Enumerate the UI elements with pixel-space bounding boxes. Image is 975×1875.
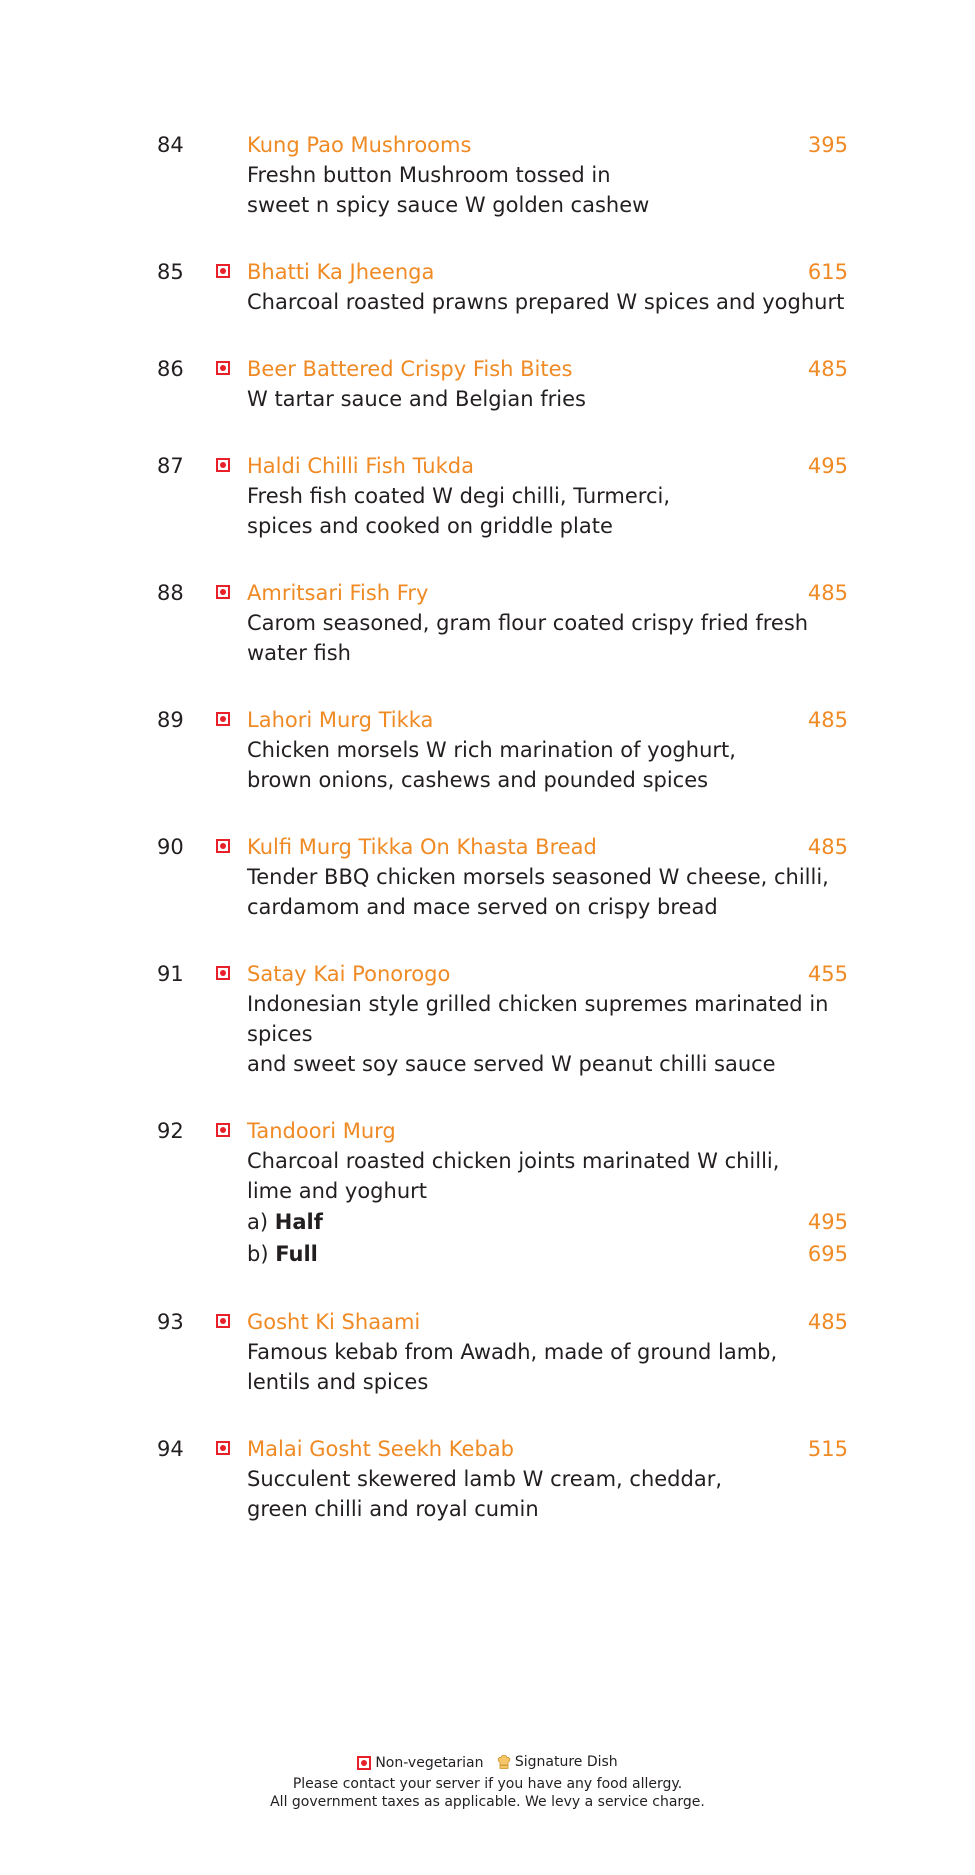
- nonveg-icon: [216, 839, 230, 853]
- menu-item: [0, 959, 975, 1079]
- variant-price: 495: [807, 1210, 848, 1234]
- description-line: W tartar sauce and Belgian fries: [247, 387, 586, 411]
- item-number: 91: [157, 962, 184, 986]
- item-name: Lahori Murg Tikka: [247, 708, 434, 732]
- item-price: 485: [807, 1310, 848, 1334]
- variant-prefix: b): [247, 1242, 269, 1266]
- item-number: 93: [157, 1310, 184, 1334]
- legend-signature-label: Signature Dish: [514, 1754, 618, 1770]
- description-line: Tender BBQ chicken morsels seasoned W cheese, chilli,: [247, 865, 829, 889]
- item-price: 485: [807, 708, 848, 732]
- menu-item: [0, 1116, 975, 1270]
- description-line: Charcoal roasted prawns prepared W spices and yoghurt: [247, 290, 845, 314]
- item-description: [247, 160, 848, 220]
- description-line: Famous kebab from Awadh, made of ground lamb,: [247, 1340, 778, 1364]
- menu-item: [0, 257, 975, 317]
- item-price: 485: [807, 357, 848, 381]
- item-number: 87: [157, 454, 184, 478]
- item-name: Amritsari Fish Fry: [247, 581, 429, 605]
- menu-item: [0, 130, 975, 220]
- description-line: Succulent skewered lamb W cream, cheddar,: [247, 1467, 723, 1491]
- legend: [0, 1753, 975, 1775]
- nonveg-icon: [216, 458, 230, 472]
- menu-item: [0, 1307, 975, 1397]
- nonveg-icon: [216, 712, 230, 726]
- item-number: 92: [157, 1119, 184, 1143]
- item-name: Tandoori Murg: [247, 1119, 396, 1143]
- description-line: brown onions, cashews and pounded spices: [247, 768, 709, 792]
- item-description: [247, 608, 848, 668]
- nonveg-icon: [216, 585, 230, 599]
- menu-item: [0, 832, 975, 922]
- item-name: Bhatti Ka Jheenga: [247, 260, 435, 284]
- allergy-note: Please contact your server if you have any food allergy.: [292, 1776, 683, 1792]
- item-price: 615: [807, 260, 848, 284]
- nonveg-icon: [216, 1314, 230, 1328]
- description-line: Indonesian style grilled chicken supremes marinated in spices: [247, 992, 829, 1046]
- legend-nonveg-label: Non-vegetarian: [375, 1755, 484, 1771]
- variant-prefix: a): [247, 1210, 269, 1234]
- item-number: 86: [157, 357, 184, 381]
- item-price: 485: [807, 835, 848, 859]
- description-line: Charcoal roasted chicken joints marinated W chilli,: [247, 1149, 780, 1173]
- item-name: Gosht Ki Shaami: [247, 1310, 421, 1334]
- menu-footer: [0, 1753, 975, 1811]
- chef-hat-icon: [497, 1754, 511, 1770]
- item-price: 485: [807, 581, 848, 605]
- variant-label: Full: [275, 1242, 318, 1266]
- item-number: 89: [157, 708, 184, 732]
- nonveg-icon: [216, 264, 230, 278]
- legend-nonveg: [357, 1754, 483, 1772]
- description-line: sweet n spicy sauce W golden cashew: [247, 193, 650, 217]
- item-description: [247, 735, 848, 795]
- variant-price: 695: [807, 1242, 848, 1266]
- legend-signature: [497, 1753, 618, 1771]
- nonveg-icon: [357, 1756, 371, 1770]
- description-line: lime and yoghurt: [247, 1179, 427, 1203]
- description-line: Fresh fish coated W degi chilli, Turmerci,: [247, 484, 671, 508]
- tax-note: All government taxes as applicable. We levy a service charge.: [270, 1794, 705, 1810]
- menu-list: [0, 130, 975, 1561]
- description-line: cardamom and mace served on crispy bread: [247, 895, 718, 919]
- item-number: 85: [157, 260, 184, 284]
- item-description: [247, 481, 848, 541]
- variant-label: Half: [274, 1210, 323, 1234]
- item-description: [247, 287, 848, 317]
- description-line: green chilli and royal cumin: [247, 1497, 539, 1521]
- item-number: 94: [157, 1437, 184, 1461]
- item-number: 88: [157, 581, 184, 605]
- description-line: Freshn button Mushroom tossed in: [247, 163, 611, 187]
- item-number: 84: [157, 133, 184, 157]
- item-description: [247, 384, 848, 414]
- description-line: and sweet soy sauce served W peanut chilli sauce: [247, 1052, 776, 1076]
- item-description: [247, 1464, 848, 1524]
- menu-item: [0, 354, 975, 414]
- item-description: [247, 1146, 848, 1206]
- description-line: lentils and spices: [247, 1370, 429, 1394]
- item-variant: [247, 1206, 975, 1238]
- description-line: spices and cooked on griddle plate: [247, 514, 613, 538]
- menu-item: [0, 578, 975, 668]
- nonveg-icon: [216, 966, 230, 980]
- item-name: Satay Kai Ponorogo: [247, 962, 451, 986]
- item-name: Kung Pao Mushrooms: [247, 133, 472, 157]
- description-line: water fish: [247, 641, 351, 665]
- menu-item: [0, 705, 975, 795]
- item-name: Beer Battered Crispy Fish Bites: [247, 357, 573, 381]
- item-price: 455: [807, 962, 848, 986]
- item-variant: [247, 1238, 975, 1270]
- item-name: Kulfi Murg Tikka On Khasta Bread: [247, 835, 597, 859]
- menu-item: [0, 1434, 975, 1524]
- item-description: [247, 1337, 848, 1397]
- item-name: Malai Gosht Seekh Kebab: [247, 1437, 514, 1461]
- item-description: [247, 862, 848, 922]
- item-price: 515: [807, 1437, 848, 1461]
- item-price: 395: [807, 133, 848, 157]
- item-name: Haldi Chilli Fish Tukda: [247, 454, 474, 478]
- description-line: Carom seasoned, gram flour coated crispy fried fresh: [247, 611, 809, 635]
- nonveg-icon: [216, 361, 230, 375]
- item-description: [247, 989, 848, 1079]
- item-number: 90: [157, 835, 184, 859]
- menu-item: [0, 451, 975, 541]
- item-price: 495: [807, 454, 848, 478]
- nonveg-icon: [216, 1441, 230, 1455]
- description-line: Chicken morsels W rich marination of yoghurt,: [247, 738, 736, 762]
- nonveg-icon: [216, 1123, 230, 1137]
